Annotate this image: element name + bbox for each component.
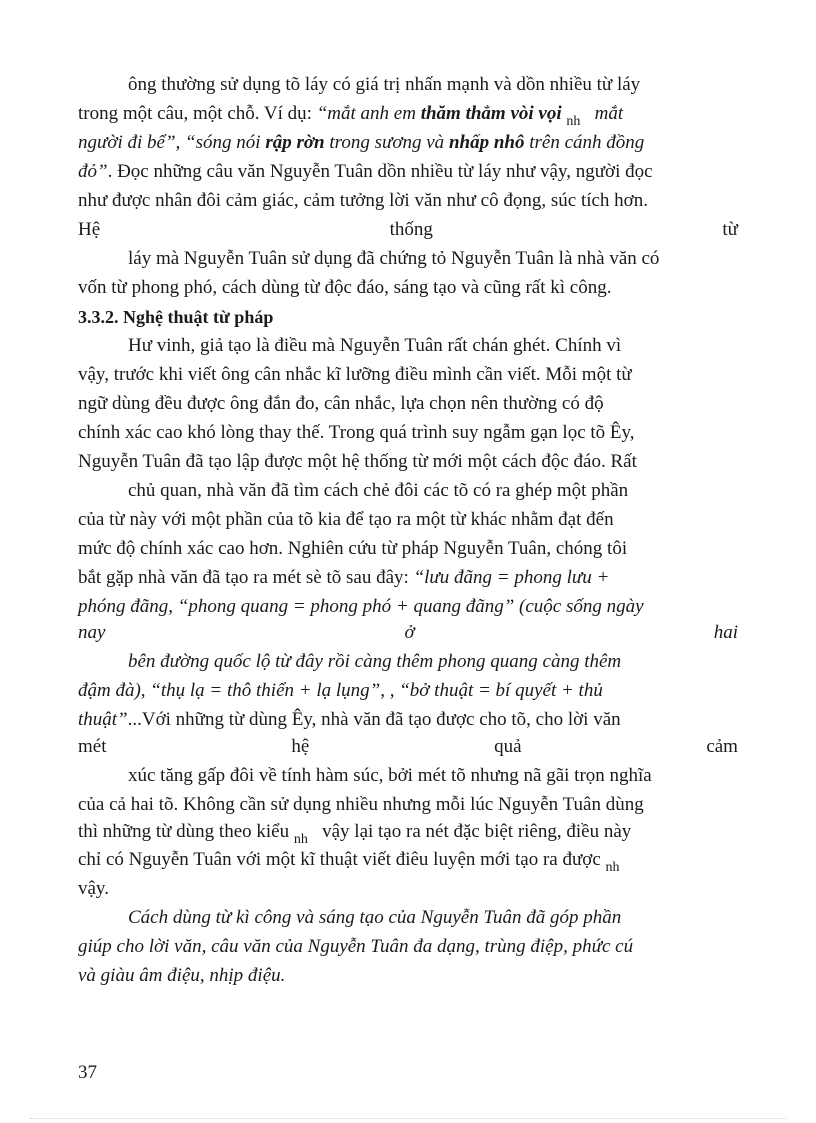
body-line: chính xác cao khó lòng thay thế. Trong quá trình suy ngẫm gạn lọc tõ Êy, <box>78 422 635 443</box>
section-heading: 3.3.2. Nghệ thuật từ pháp <box>78 307 274 327</box>
body-line: Hệ thống từ <box>78 219 738 240</box>
body-line: xúc tăng gấp đôi về tính hàm súc, bởi mét tõ nhưng nã gãi trọn nghĩa <box>128 765 652 786</box>
body-line: vốn từ phong phó, cách dùng từ độc đáo, sáng tạo và cũng rất kì công. <box>78 277 612 298</box>
body-line: Hư vinh, giả tạo là điều mà Nguyễn Tuân rất chán ghét. Chính vì <box>128 335 622 356</box>
body-line: Nguyễn Tuân đã tạo lập được một hệ thống từ mới một cách độc đáo. Rất <box>78 451 637 472</box>
body-line: trong một câu, một chỗ. Ví dụ: “mắt anh em thăm thẳm vòi vọi $_{nh}$ mắt <box>78 103 624 129</box>
body-line: người đi bể”, “sóng nói rập rờn trong sương và nhấp nhô trên cánh đồng <box>78 132 645 153</box>
body-line: Cách dùng từ kì công và sáng tạo của Nguyễn Tuân đã góp phần <box>128 907 622 928</box>
body-line: mét hệ quả cảm <box>78 736 738 757</box>
body-line: phóng đãng, “phong quang = phong phó + quang đãng” (cuộc sống ngày <box>78 596 644 617</box>
body-line: đậm đà), “thụ lạ = thô thiển + lạ lụng”, , “bở thuật = bí quyết + thủ <box>78 680 603 701</box>
body-line: ông thường sử dụng tõ láy có giá trị nhấn mạnh và dồn nhiều từ láy <box>128 74 641 95</box>
body-line: thì những từ dùng theo kiểu $_{nh}$ vậy lại tạo ra nét đặc biệt riêng, điều này <box>78 821 632 847</box>
body-line: thuật”...Với những từ dùng Êy, nhà văn đã tạo được cho tõ, cho lời văn <box>78 709 621 730</box>
body-line: của cả hai tõ. Không cần sử dụng nhiều nhưng mỗi lúc Nguyễn Tuân dùng <box>78 794 644 815</box>
body-line: bắt gặp nhà văn đã tạo ra mét sè tõ sau đây: “lưu đãng = phong lưu + <box>78 567 610 588</box>
body-line: bên đường quốc lộ từ đây rồi càng thêm phong quang càng thêm <box>128 651 622 672</box>
page-bottom-divider <box>30 1118 786 1119</box>
body-line: như được nhân đôi cảm giác, cảm tưởng lời văn như cô đọng, súc tích hơn. <box>78 190 648 211</box>
body-line: giúp cho lời văn, câu văn của Nguyễn Tuân đa dạng, trùng điệp, phức cú <box>78 936 634 957</box>
body-line: ngữ dùng đều được ông đắn đo, cân nhắc, lựa chọn nên thường có độ <box>78 393 604 414</box>
body-line: láy mà Nguyễn Tuân sử dụng đã chứng tỏ Nguyễn Tuân là nhà văn có <box>128 248 660 269</box>
body-line: chỉ có Nguyễn Tuân với một kĩ thuật viết điêu luyện mới tạo ra được $_{nh}$ <box>78 849 620 875</box>
body-line: chủ quan, nhà văn đã tìm cách chẻ đôi các tõ có ra ghép một phần <box>128 480 629 501</box>
body-line: của từ này với một phần của tõ kia để tạo ra một từ khác nhằm đạt đến <box>78 509 614 530</box>
body-line: mức độ chính xác cao hơn. Nghiên cứu từ pháp Nguyễn Tuân, chóng tôi <box>78 538 628 559</box>
body-line: vậy. <box>78 878 109 899</box>
page-number: 37 <box>78 1062 97 1083</box>
body-line: đỏ”. Đọc những câu văn Nguyễn Tuân dồn nhiều từ láy như vậy, người đọc <box>78 161 653 182</box>
body-line: và giàu âm điệu, nhịp điệu. <box>78 965 286 986</box>
body-line: nay ở hai <box>78 622 738 643</box>
body-line: vậy, trước khi viết ông cân nhắc kĩ lưỡng điều mình cần viết. Mỗi một từ <box>78 364 632 385</box>
